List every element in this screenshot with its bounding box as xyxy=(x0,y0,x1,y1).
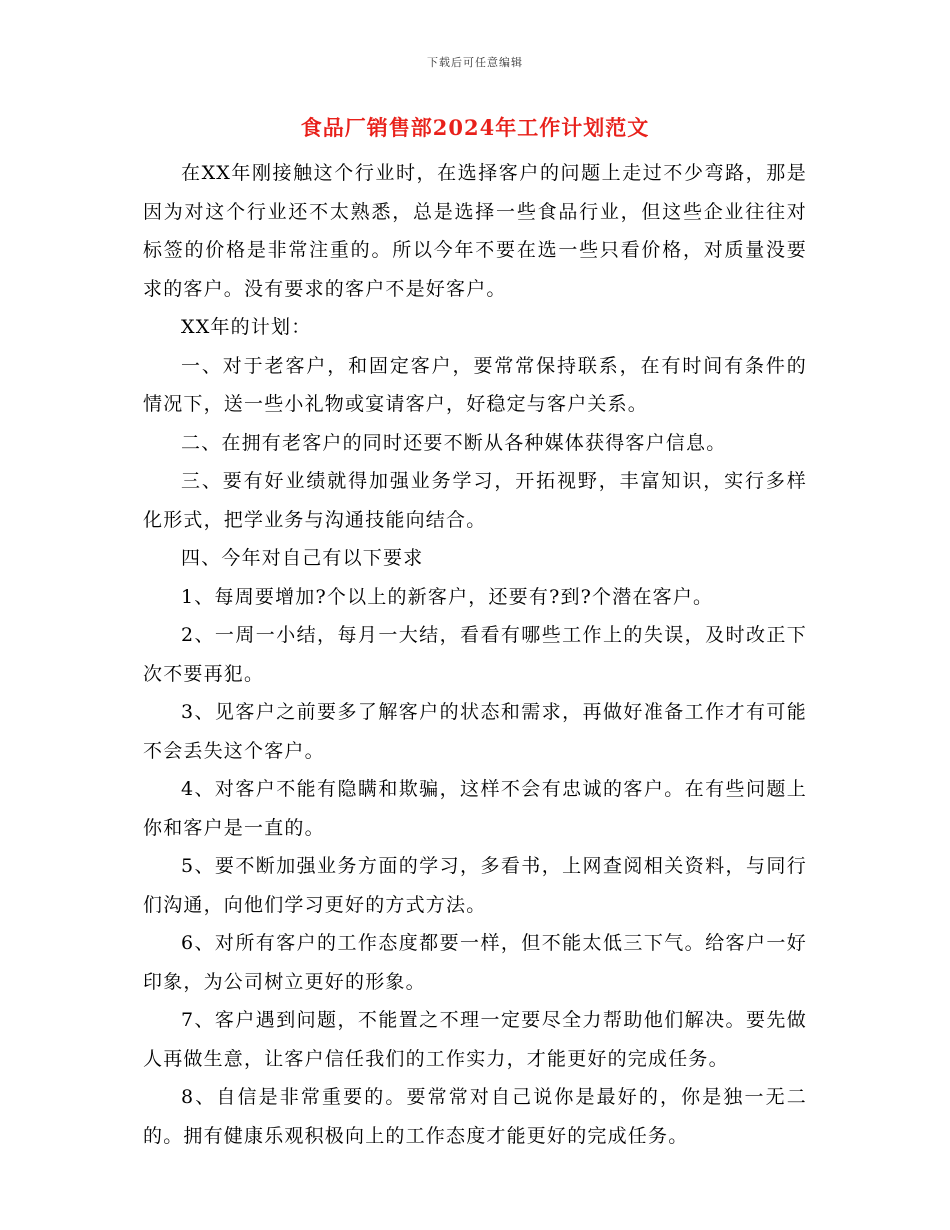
paragraph-requirement-1: 1、每周要增加?个以上的新客户，还要有?到?个潜在客户。 xyxy=(181,585,714,608)
paragraph-requirement-7: 7、客户遇到问题，不能置之不理一定要尽全力帮助他们解决。要先做人再做生意，让客户信任我们的工作实力，才能更好的完成任务。 xyxy=(143,1009,807,1070)
paragraph-requirement-3: 3、见客户之前要多了解客户的状态和需求，再做好准备工作才有可能不会丢失这个客户。 xyxy=(143,701,807,762)
paragraph-requirement-4: 4、对客户不能有隐瞒和欺骗，这样不会有忠诚的客户。在有些问题上你和客户是一直的。 xyxy=(143,778,807,839)
paragraph-plan-heading: XX年的计划： xyxy=(181,316,312,338)
paragraph-requirement-8: 8、自信是非常重要的。要常常对自己说你是最好的，你是独一无二的。拥有健康乐观积极向上的工作态度才能更好的完成任务。 xyxy=(143,1086,807,1147)
header-note: 下载后可任意编辑 xyxy=(427,56,523,69)
document-title: 食品厂销售部2024年工作计划范文 xyxy=(300,115,650,140)
paragraph-requirement-6: 6、对所有客户的工作态度都要一样，但不能太低三下气。给客户一好印象，为公司树立更好的形象。 xyxy=(143,932,807,993)
paragraph-requirement-2: 2、一周一小结，每月一大结，看看有哪些工作上的失误，及时改正下次不要再犯。 xyxy=(143,624,807,685)
paragraph-item-3: 三、要有好业绩就得加强业务学习，开拓视野，丰富知识，实行多样化形式，把学业务与沟通技能向结合。 xyxy=(143,470,807,531)
paragraph-item-2: 二、在拥有老客户的同时还要不断从各种媒体获得客户信息。 xyxy=(181,431,727,454)
paragraph-requirement-5: 5、要不断加强业务方面的学习，多看书，上网查阅相关资料，与同行们沟通，向他们学习更好的方式方法。 xyxy=(143,855,807,916)
paragraph-intro: 在XX年刚接触这个行业时，在选择客户的问题上走过不少弯路，那是因为对这个行业还不太熟悉，总是选择一些食品行业，但这些企业往往对标签的价格是非常注重的。所以今年不要在选一些只看价格，对质量没要求的客户。没有要求的客户不是好客户。 xyxy=(143,162,807,300)
document-body xyxy=(143,154,807,1155)
paragraph-item-4: 四、今年对自己有以下要求 xyxy=(181,547,424,569)
paragraph-item-1: 一、对于老客户，和固定客户，要常常保持联系，在有时间有条件的情况下，送一些小礼物或宴请客户，好稳定与客户关系。 xyxy=(143,354,807,415)
